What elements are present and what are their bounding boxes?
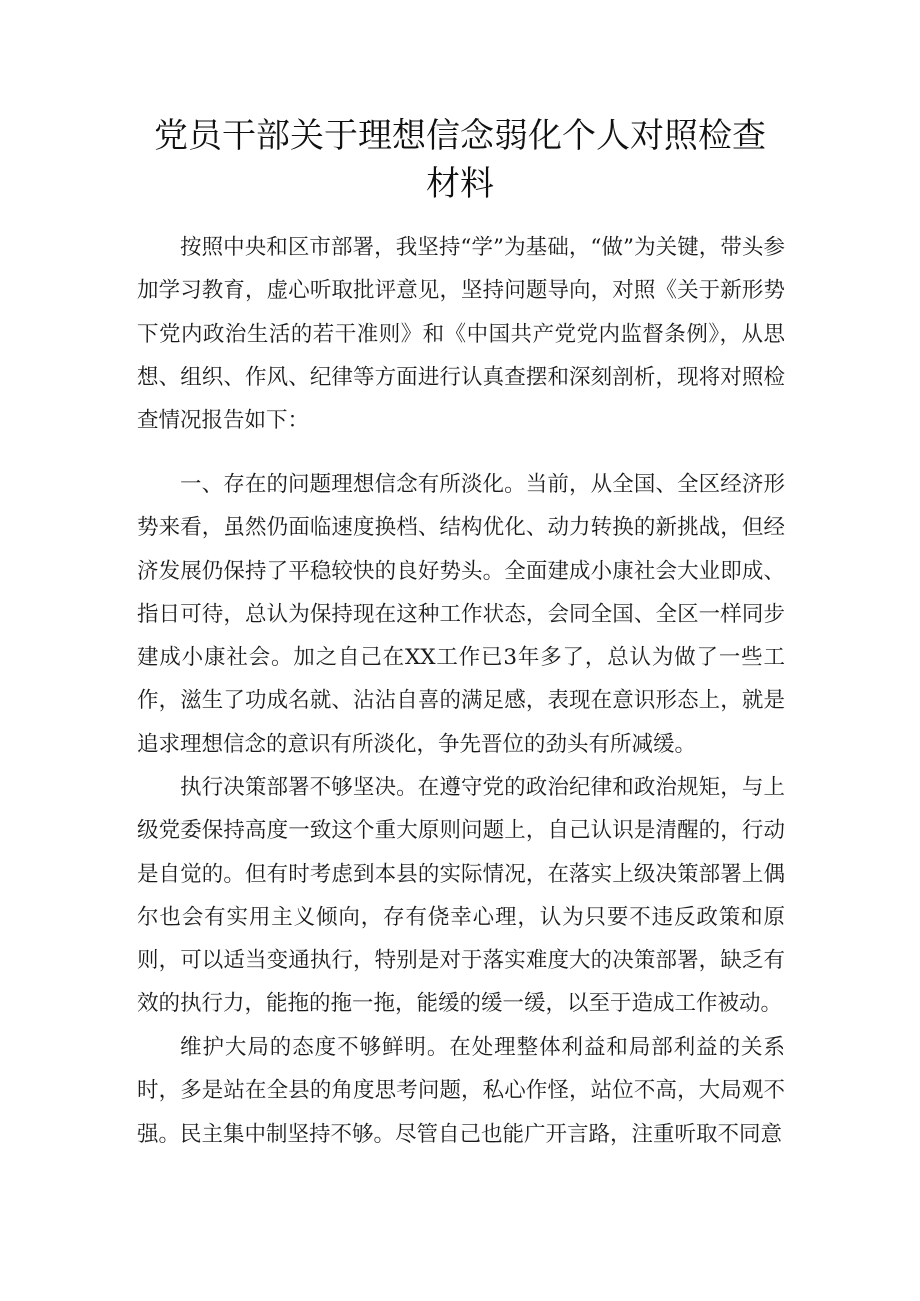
paragraph-ideals: 一、存在的问题理想信念有所淡化。当前，从全国、全区经济形势来看，虽然仍面临速度换档、结构优化、动力转换的新挑战，但经济发展仍保持了平稳较快的良好势头。全面建成小康社会大业即成、指日可待，总认为保持现在这种工作状态，会同全国、全区一样同步建成小康社会。加之自己在XX工作已3年多了，总认为做了一些工作，滋生了功成名就、沾沾自喜的满足感，表现在意识形态上，就是追求理想信念的意识有所淡化，争先晋位的劲头有所减缓。: [137, 472, 785, 757]
paragraph-decision-execution: 执行决策部署不够坚决。在遵守党的政治纪律和政治规矩，与上级党委保持高度一致这个重大原则问题上，自己认识是清醒的，行动是自觉的。但有时考虑到本县的实际情况，在落实上级决策部署上偶尔也会有实用主义倾向，存有侥幸心理，认为只要不违反政策和原则，可以适当变通执行，特别是对于落实难度大的决策部署，缺乏有效的执行力，能拖的拖一拖，能缓的缓一缓，以至于造成工作被动。: [137, 775, 785, 1017]
paragraph-democratic-centralism: 民主集中制坚持不够。尽管自己也能广开言路，注重听取不同意: [180, 1122, 783, 1147]
paragraph-intro: 按照中央和区市部署，我坚持“学”为基础，“做”为关键，带头参加学习教育，虚心听取批评意见，坚持问题导向，对照《关于新形势下党内政治生活的若干准则》和《中国共产党党内监督条例》，从思想、组织、作风、纪律等方面进行认真查摆和深刻剖析，现将对照检查情况报告如下：: [137, 235, 785, 434]
document-title-line-2: 材料: [426, 164, 494, 204]
paragraph-overall-situation: 维护大局的态度不够鲜明。在处理整体利益和局部利益的关系时，多是站在全县的角度思考问题，私心作怪，站位不高，大局观不强。: [137, 1035, 785, 1147]
document-title-line-1: 党员干部关于理想信念弱化个人对照检查: [154, 116, 766, 156]
